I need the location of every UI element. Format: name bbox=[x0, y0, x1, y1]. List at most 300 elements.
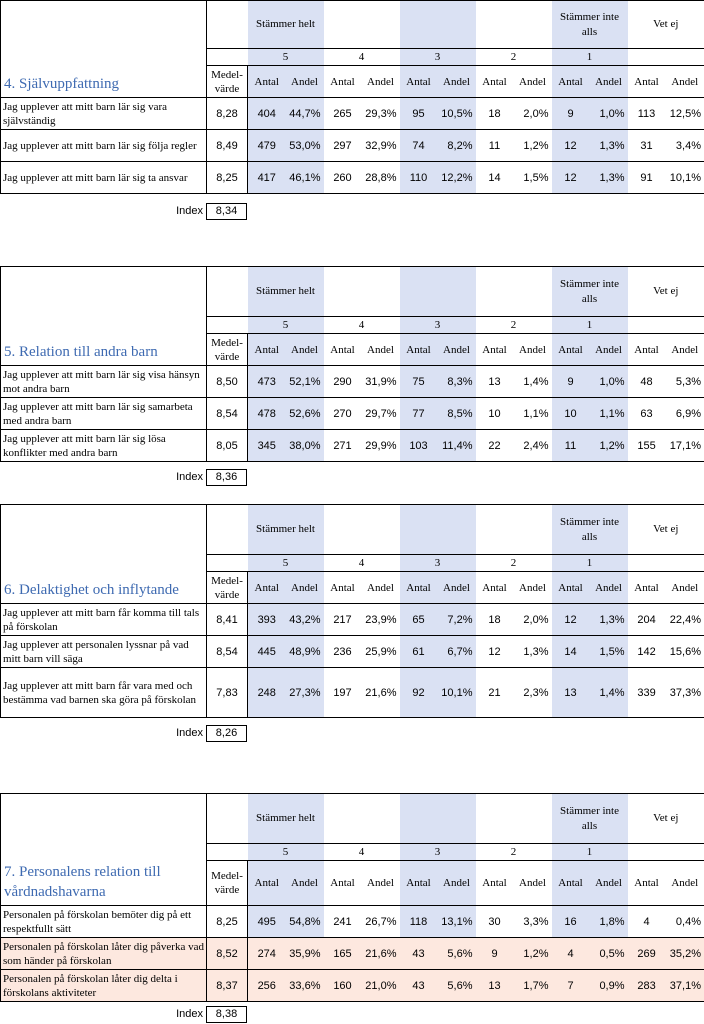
antal-value: 9 bbox=[552, 98, 590, 130]
andel-value: 1,2% bbox=[514, 130, 552, 162]
andel-value: 28,8% bbox=[362, 162, 400, 194]
antal-value: 256 bbox=[248, 970, 286, 1002]
antal-header: Antal bbox=[248, 861, 286, 906]
andel-header: Andel bbox=[514, 334, 552, 366]
andel-value: 10,1% bbox=[438, 668, 476, 718]
andel-value: 1,1% bbox=[514, 398, 552, 430]
section-title: 5. Relation till andra barn bbox=[1, 267, 207, 366]
scale-number: 1 bbox=[552, 49, 628, 66]
antal-value: 63 bbox=[628, 398, 666, 430]
label-stammer-inte-alls: Stämmer inte alls bbox=[552, 505, 628, 555]
andel-value: 2,4% bbox=[514, 430, 552, 462]
medelvarde-value: 8,05 bbox=[207, 430, 248, 462]
antal-header: Antal bbox=[476, 572, 514, 604]
table-row bbox=[1, 938, 704, 970]
scale-number: 5 bbox=[248, 555, 324, 572]
antal-value: 4 bbox=[552, 938, 590, 970]
andel-value: 27,3% bbox=[286, 668, 324, 718]
scale-number: 4 bbox=[324, 555, 400, 572]
header-blank bbox=[207, 1, 248, 49]
antal-value: 260 bbox=[324, 162, 362, 194]
antal-header: Antal bbox=[400, 334, 438, 366]
index-row bbox=[0, 725, 704, 743]
antal-value: 404 bbox=[248, 98, 286, 130]
table-row bbox=[1, 430, 704, 462]
results-table bbox=[0, 793, 704, 1002]
andel-value: 6,9% bbox=[666, 398, 704, 430]
index-label: Index bbox=[150, 205, 203, 217]
antal-value: 204 bbox=[628, 604, 666, 636]
antal-value: 269 bbox=[628, 938, 666, 970]
antal-value: 11 bbox=[552, 430, 590, 462]
question-text: Personalen på förskolan bemöter dig på ett respektfullt sätt bbox=[1, 906, 207, 938]
antal-value: 48 bbox=[628, 366, 666, 398]
andel-value: 8,5% bbox=[438, 398, 476, 430]
andel-value: 10,1% bbox=[666, 162, 704, 194]
andel-value: 5,3% bbox=[666, 366, 704, 398]
andel-value: 17,1% bbox=[666, 430, 704, 462]
antal-header: Antal bbox=[400, 572, 438, 604]
andel-header: Andel bbox=[438, 66, 476, 98]
andel-header: Andel bbox=[286, 572, 324, 604]
antal-header: Antal bbox=[552, 334, 590, 366]
antal-value: 18 bbox=[476, 98, 514, 130]
andel-value: 1,8% bbox=[590, 906, 628, 938]
scale-number: 3 bbox=[400, 844, 476, 861]
andel-value: 26,7% bbox=[362, 906, 400, 938]
antal-header: Antal bbox=[476, 861, 514, 906]
antal-value: 113 bbox=[628, 98, 666, 130]
antal-value: 473 bbox=[248, 366, 286, 398]
label-stammer-inte-alls: Stämmer inte alls bbox=[552, 1, 628, 49]
antal-header: Antal bbox=[476, 334, 514, 366]
antal-value: 160 bbox=[324, 970, 362, 1002]
table-row bbox=[1, 130, 704, 162]
question-text: Jag upplever att mitt barn lär sig samarbeta med andra barn bbox=[1, 398, 207, 430]
table-row bbox=[1, 398, 704, 430]
andel-value: 1,3% bbox=[590, 130, 628, 162]
table-row bbox=[1, 636, 704, 668]
header-blank bbox=[324, 794, 400, 844]
andel-value: 0,4% bbox=[666, 906, 704, 938]
andel-value: 7,2% bbox=[438, 604, 476, 636]
andel-value: 1,7% bbox=[514, 970, 552, 1002]
index-value: 8,36 bbox=[206, 469, 247, 486]
andel-header: Andel bbox=[286, 861, 324, 906]
antal-value: 118 bbox=[400, 906, 438, 938]
table-row bbox=[1, 366, 704, 398]
results-table bbox=[0, 504, 704, 718]
andel-value: 12,5% bbox=[666, 98, 704, 130]
andel-header: Andel bbox=[590, 861, 628, 906]
antal-value: 61 bbox=[400, 636, 438, 668]
antal-value: 345 bbox=[248, 430, 286, 462]
andel-value: 1,5% bbox=[514, 162, 552, 194]
antal-value: 91 bbox=[628, 162, 666, 194]
antal-value: 21 bbox=[476, 668, 514, 718]
section-title: 7. Personalens relation till vårdnadshavarna bbox=[1, 794, 207, 906]
andel-value: 0,9% bbox=[590, 970, 628, 1002]
medelvarde-value: 8,25 bbox=[207, 162, 248, 194]
andel-value: 1,2% bbox=[590, 430, 628, 462]
scale-number: 5 bbox=[248, 49, 324, 66]
antal-value: 14 bbox=[476, 162, 514, 194]
andel-value: 1,3% bbox=[514, 636, 552, 668]
andel-value: 1,1% bbox=[590, 398, 628, 430]
andel-value: 37,1% bbox=[666, 970, 704, 1002]
label-stammer-helt: Stämmer helt bbox=[248, 794, 324, 844]
antal-value: 197 bbox=[324, 668, 362, 718]
antal-value: 217 bbox=[324, 604, 362, 636]
andel-header: Andel bbox=[286, 66, 324, 98]
antal-value: 16 bbox=[552, 906, 590, 938]
andel-value: 5,6% bbox=[438, 970, 476, 1002]
antal-value: 92 bbox=[400, 668, 438, 718]
header-blank bbox=[207, 317, 248, 334]
antal-header: Antal bbox=[248, 334, 286, 366]
header-blank bbox=[324, 267, 400, 317]
question-text: Jag upplever att mitt barn lär sig ta ansvar bbox=[1, 162, 207, 194]
medelvarde-value: 8,28 bbox=[207, 98, 248, 130]
antal-value: 445 bbox=[248, 636, 286, 668]
antal-value: 31 bbox=[628, 130, 666, 162]
table-row bbox=[1, 906, 704, 938]
index-row bbox=[0, 1006, 704, 1024]
antal-value: 339 bbox=[628, 668, 666, 718]
index-value: 8,34 bbox=[206, 203, 247, 220]
andel-value: 21,6% bbox=[362, 938, 400, 970]
andel-header: Andel bbox=[362, 861, 400, 906]
index-label: Index bbox=[150, 727, 203, 739]
antal-value: 74 bbox=[400, 130, 438, 162]
andel-value: 33,6% bbox=[286, 970, 324, 1002]
question-text: Jag upplever att mitt barn lär sig visa hänsyn mot andra barn bbox=[1, 366, 207, 398]
index-row bbox=[0, 203, 704, 221]
andel-value: 8,3% bbox=[438, 366, 476, 398]
andel-value: 11,4% bbox=[438, 430, 476, 462]
scale-number: 1 bbox=[552, 555, 628, 572]
header-blank bbox=[207, 844, 248, 861]
medelvarde-header: Medel-värde bbox=[207, 861, 248, 906]
header-blank bbox=[324, 1, 400, 49]
antal-value: 495 bbox=[248, 906, 286, 938]
andel-value: 13,1% bbox=[438, 906, 476, 938]
andel-value: 3,3% bbox=[514, 906, 552, 938]
question-text: Personalen på förskolan låter dig delta i förskolans aktiviteter bbox=[1, 970, 207, 1002]
scale-number: 1 bbox=[552, 317, 628, 334]
antal-value: 9 bbox=[476, 938, 514, 970]
header-blank bbox=[476, 794, 552, 844]
antal-value: 13 bbox=[476, 366, 514, 398]
scale-number: 5 bbox=[248, 844, 324, 861]
andel-value: 21,6% bbox=[362, 668, 400, 718]
antal-header: Antal bbox=[324, 861, 362, 906]
antal-value: 248 bbox=[248, 668, 286, 718]
antal-value: 9 bbox=[552, 366, 590, 398]
medelvarde-header: Medel-värde bbox=[207, 334, 248, 366]
andel-header: Andel bbox=[438, 861, 476, 906]
antal-value: 103 bbox=[400, 430, 438, 462]
andel-value: 2,0% bbox=[514, 98, 552, 130]
section-title: 4. Självuppfattning bbox=[1, 1, 207, 98]
antal-value: 12 bbox=[552, 130, 590, 162]
andel-value: 1,5% bbox=[590, 636, 628, 668]
results-table bbox=[0, 266, 704, 462]
antal-value: 142 bbox=[628, 636, 666, 668]
medelvarde-value: 8,52 bbox=[207, 938, 248, 970]
header-blank bbox=[476, 1, 552, 49]
andel-header: Andel bbox=[590, 334, 628, 366]
header-blank bbox=[207, 505, 248, 555]
question-text: Jag upplever att mitt barn lär sig följa regler bbox=[1, 130, 207, 162]
antal-value: 43 bbox=[400, 970, 438, 1002]
scale-number: 2 bbox=[476, 317, 552, 334]
scale-number bbox=[628, 844, 704, 861]
header-blank bbox=[400, 267, 476, 317]
question-text: Jag upplever att mitt barn lär sig vara självständig bbox=[1, 98, 207, 130]
andel-header: Andel bbox=[438, 572, 476, 604]
medelvarde-value: 8,41 bbox=[207, 604, 248, 636]
andel-header: Andel bbox=[438, 334, 476, 366]
antal-value: 12 bbox=[552, 604, 590, 636]
label-stammer-inte-alls: Stämmer inte alls bbox=[552, 794, 628, 844]
results-table bbox=[0, 0, 704, 194]
andel-header: Andel bbox=[666, 572, 704, 604]
medelvarde-header: Medel-värde bbox=[207, 66, 248, 98]
header-blank bbox=[476, 505, 552, 555]
scale-number: 3 bbox=[400, 555, 476, 572]
antal-header: Antal bbox=[628, 861, 666, 906]
index-value: 8,26 bbox=[206, 725, 247, 742]
andel-header: Andel bbox=[590, 572, 628, 604]
header-blank bbox=[207, 49, 248, 66]
medelvarde-value: 8,54 bbox=[207, 636, 248, 668]
label-vet-ej: Vet ej bbox=[628, 267, 704, 317]
andel-value: 52,6% bbox=[286, 398, 324, 430]
antal-header: Antal bbox=[628, 66, 666, 98]
label-stammer-helt: Stämmer helt bbox=[248, 267, 324, 317]
andel-value: 2,3% bbox=[514, 668, 552, 718]
index-value: 8,38 bbox=[206, 1006, 247, 1023]
andel-header: Andel bbox=[362, 572, 400, 604]
andel-value: 1,3% bbox=[590, 162, 628, 194]
header-blank bbox=[207, 794, 248, 844]
andel-value: 38,0% bbox=[286, 430, 324, 462]
antal-value: 13 bbox=[552, 668, 590, 718]
andel-value: 1,2% bbox=[514, 938, 552, 970]
antal-value: 165 bbox=[324, 938, 362, 970]
antal-value: 283 bbox=[628, 970, 666, 1002]
medelvarde-value: 8,49 bbox=[207, 130, 248, 162]
antal-value: 479 bbox=[248, 130, 286, 162]
andel-value: 1,4% bbox=[590, 668, 628, 718]
andel-value: 54,8% bbox=[286, 906, 324, 938]
antal-value: 417 bbox=[248, 162, 286, 194]
header-blank bbox=[207, 555, 248, 572]
question-text: Personalen på förskolan låter dig påverka vad som händer på förskolan bbox=[1, 938, 207, 970]
table-row bbox=[1, 162, 704, 194]
andel-value: 23,9% bbox=[362, 604, 400, 636]
antal-header: Antal bbox=[552, 861, 590, 906]
antal-value: 110 bbox=[400, 162, 438, 194]
antal-value: 75 bbox=[400, 366, 438, 398]
antal-value: 12 bbox=[476, 636, 514, 668]
scale-number: 1 bbox=[552, 844, 628, 861]
andel-value: 22,4% bbox=[666, 604, 704, 636]
andel-value: 0,5% bbox=[590, 938, 628, 970]
medelvarde-value: 8,54 bbox=[207, 398, 248, 430]
index-row bbox=[0, 469, 704, 487]
antal-header: Antal bbox=[400, 861, 438, 906]
medelvarde-value: 7,83 bbox=[207, 668, 248, 718]
label-vet-ej: Vet ej bbox=[628, 505, 704, 555]
label-stammer-inte-alls: Stämmer inte alls bbox=[552, 267, 628, 317]
antal-value: 14 bbox=[552, 636, 590, 668]
andel-value: 1,3% bbox=[590, 604, 628, 636]
question-text: Jag upplever att mitt barn lär sig lösa konflikter med andra barn bbox=[1, 430, 207, 462]
question-text: Jag upplever att mitt barn får komma till tals på förskolan bbox=[1, 604, 207, 636]
header-blank bbox=[400, 1, 476, 49]
scale-number: 4 bbox=[324, 49, 400, 66]
andel-value: 32,9% bbox=[362, 130, 400, 162]
andel-value: 15,6% bbox=[666, 636, 704, 668]
antal-header: Antal bbox=[248, 66, 286, 98]
andel-value: 12,2% bbox=[438, 162, 476, 194]
antal-value: 10 bbox=[552, 398, 590, 430]
antal-header: Antal bbox=[324, 334, 362, 366]
antal-value: 4 bbox=[628, 906, 666, 938]
antal-header: Antal bbox=[628, 334, 666, 366]
scale-number: 2 bbox=[476, 49, 552, 66]
andel-value: 48,9% bbox=[286, 636, 324, 668]
scale-number: 2 bbox=[476, 555, 552, 572]
antal-value: 274 bbox=[248, 938, 286, 970]
scale-number: 2 bbox=[476, 844, 552, 861]
antal-value: 297 bbox=[324, 130, 362, 162]
scale-number: 5 bbox=[248, 317, 324, 334]
question-text: Jag upplever att mitt barn får vara med och bestämma vad barnen ska göra på förskolan bbox=[1, 668, 207, 718]
antal-header: Antal bbox=[552, 572, 590, 604]
index-label: Index bbox=[150, 471, 203, 483]
scale-number: 4 bbox=[324, 844, 400, 861]
header-blank bbox=[400, 794, 476, 844]
andel-value: 44,7% bbox=[286, 98, 324, 130]
andel-header: Andel bbox=[286, 334, 324, 366]
header-blank bbox=[400, 505, 476, 555]
header-blank bbox=[476, 267, 552, 317]
andel-value: 3,4% bbox=[666, 130, 704, 162]
andel-value: 2,0% bbox=[514, 604, 552, 636]
antal-value: 7 bbox=[552, 970, 590, 1002]
andel-value: 53,0% bbox=[286, 130, 324, 162]
andel-value: 21,0% bbox=[362, 970, 400, 1002]
medelvarde-value: 8,50 bbox=[207, 366, 248, 398]
medelvarde-header: Medel-värde bbox=[207, 572, 248, 604]
antal-value: 478 bbox=[248, 398, 286, 430]
andel-value: 37,3% bbox=[666, 668, 704, 718]
antal-value: 241 bbox=[324, 906, 362, 938]
antal-value: 13 bbox=[476, 970, 514, 1002]
antal-value: 43 bbox=[400, 938, 438, 970]
scale-number bbox=[628, 317, 704, 334]
antal-value: 265 bbox=[324, 98, 362, 130]
andel-header: Andel bbox=[666, 66, 704, 98]
table-row bbox=[1, 668, 704, 718]
andel-header: Andel bbox=[590, 66, 628, 98]
index-label: Index bbox=[150, 1008, 203, 1020]
antal-value: 18 bbox=[476, 604, 514, 636]
antal-header: Antal bbox=[248, 572, 286, 604]
header-blank bbox=[324, 505, 400, 555]
medelvarde-value: 8,25 bbox=[207, 906, 248, 938]
antal-value: 236 bbox=[324, 636, 362, 668]
label-stammer-helt: Stämmer helt bbox=[248, 1, 324, 49]
question-text: Jag upplever att personalen lyssnar på vad mitt barn vill säga bbox=[1, 636, 207, 668]
andel-value: 35,9% bbox=[286, 938, 324, 970]
medelvarde-value: 8,37 bbox=[207, 970, 248, 1002]
andel-header: Andel bbox=[666, 334, 704, 366]
antal-value: 393 bbox=[248, 604, 286, 636]
andel-value: 8,2% bbox=[438, 130, 476, 162]
andel-value: 52,1% bbox=[286, 366, 324, 398]
andel-value: 6,7% bbox=[438, 636, 476, 668]
antal-value: 11 bbox=[476, 130, 514, 162]
antal-value: 65 bbox=[400, 604, 438, 636]
scale-number: 3 bbox=[400, 49, 476, 66]
scale-number: 4 bbox=[324, 317, 400, 334]
label-vet-ej: Vet ej bbox=[628, 794, 704, 844]
andel-header: Andel bbox=[514, 66, 552, 98]
antal-header: Antal bbox=[552, 66, 590, 98]
table-row bbox=[1, 970, 704, 1002]
scale-number: 3 bbox=[400, 317, 476, 334]
antal-value: 155 bbox=[628, 430, 666, 462]
table-row bbox=[1, 98, 704, 130]
andel-header: Andel bbox=[362, 334, 400, 366]
antal-value: 290 bbox=[324, 366, 362, 398]
antal-value: 95 bbox=[400, 98, 438, 130]
table-row bbox=[1, 604, 704, 636]
label-vet-ej: Vet ej bbox=[628, 1, 704, 49]
andel-value: 5,6% bbox=[438, 938, 476, 970]
header-blank bbox=[207, 267, 248, 317]
antal-value: 270 bbox=[324, 398, 362, 430]
andel-value: 29,7% bbox=[362, 398, 400, 430]
antal-value: 12 bbox=[552, 162, 590, 194]
scale-number bbox=[628, 49, 704, 66]
andel-value: 1,4% bbox=[514, 366, 552, 398]
andel-value: 35,2% bbox=[666, 938, 704, 970]
andel-header: Andel bbox=[514, 572, 552, 604]
andel-value: 43,2% bbox=[286, 604, 324, 636]
antal-header: Antal bbox=[400, 66, 438, 98]
andel-value: 46,1% bbox=[286, 162, 324, 194]
andel-header: Andel bbox=[514, 861, 552, 906]
section-title: 6. Delaktighet och inflytande bbox=[1, 505, 207, 604]
antal-header: Antal bbox=[476, 66, 514, 98]
antal-value: 22 bbox=[476, 430, 514, 462]
antal-value: 10 bbox=[476, 398, 514, 430]
andel-value: 29,3% bbox=[362, 98, 400, 130]
label-stammer-helt: Stämmer helt bbox=[248, 505, 324, 555]
antal-header: Antal bbox=[324, 66, 362, 98]
antal-value: 77 bbox=[400, 398, 438, 430]
antal-header: Antal bbox=[324, 572, 362, 604]
antal-header: Antal bbox=[628, 572, 666, 604]
andel-value: 1,0% bbox=[590, 98, 628, 130]
antal-value: 271 bbox=[324, 430, 362, 462]
andel-value: 29,9% bbox=[362, 430, 400, 462]
